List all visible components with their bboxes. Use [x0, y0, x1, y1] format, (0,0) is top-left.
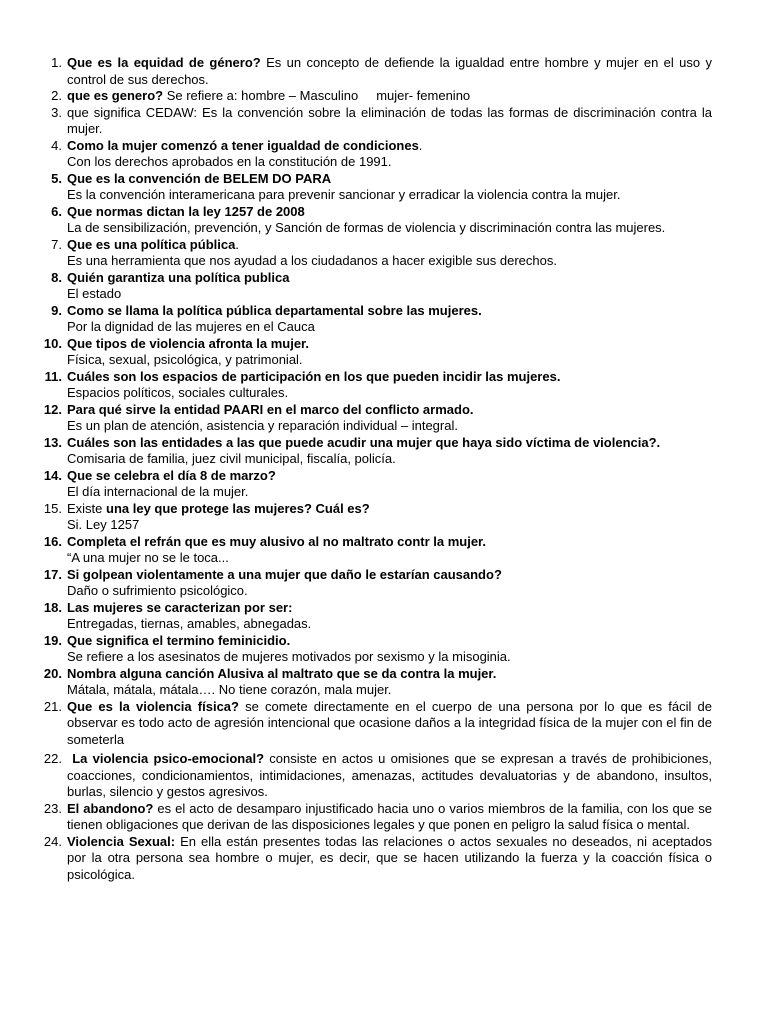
answer: Es la convención interamericana para prevenir sancionar y erradicar la violencia contra la mujer. — [67, 187, 621, 202]
question-tail: . — [235, 236, 239, 252]
item-number: 5. — [51, 170, 62, 186]
list-item — [38, 801, 712, 834]
question: Que es la equidad de género? — [67, 55, 261, 70]
item-number: 17. — [43, 566, 62, 582]
list-item — [38, 751, 712, 801]
question: Quién garantiza una política publica — [67, 269, 290, 285]
question: Como la mujer comenzó a tener igualdad de condiciones — [67, 137, 419, 153]
question: Para qué sirve la entidad PAARI en el marco del conflicto armado. — [67, 401, 474, 417]
list-item — [38, 834, 712, 884]
list-item — [38, 501, 712, 534]
question: Las mujeres se caracterizan por ser: — [67, 599, 293, 615]
question: Como se llama la política pública departamental sobre las mujeres. — [67, 302, 482, 318]
question: Nombra alguna canción Alusiva al maltrato que se da contra la mujer. — [67, 665, 497, 681]
answer: Espacios políticos, sociales culturales. — [67, 385, 289, 400]
list-item — [38, 171, 712, 204]
item-number: 7. — [51, 236, 62, 252]
answer: Con los derechos aprobados en la constitución de 1991. — [67, 154, 392, 169]
list-item — [38, 402, 712, 435]
answer: Si. Ley 1257 — [67, 517, 140, 532]
item-number: 20. — [43, 665, 62, 681]
question-list — [38, 55, 712, 883]
list-item — [38, 105, 712, 138]
question-text: que significa CEDAW: Es la convención sobre la eliminación de todas las formas de discriminación contra la mujer. — [67, 104, 712, 136]
question: Que se celebra el día 8 de marzo? — [67, 467, 276, 483]
question: Cuáles son las entidades a las que puede acudir una mujer que haya sido víctima de violencia?. — [67, 434, 661, 450]
item-number: 21. — [43, 698, 62, 714]
answer: Física, sexual, psicológica, y patrimonial. — [67, 352, 303, 367]
question: Si golpean violentamente a una mujer que daño le estarían causando? — [67, 566, 502, 582]
question-prefix: Existe — [67, 500, 107, 516]
answer: Se refiere a: hombre – Masculino mujer- femenino — [163, 88, 471, 103]
item-number: 16. — [43, 533, 62, 549]
list-item — [38, 468, 712, 501]
item-number: 9. — [51, 302, 62, 318]
answer: es el acto de desamparo injustificado hacia uno o varios miembros de la familia, con los que se tienen obligaciones que derivan de las disposiciones legales y que ponen en peligro la salud física o mental. — [67, 800, 712, 832]
answer: Mátala, mátala, mátala…. No tiene corazón, mala mujer. — [67, 682, 392, 697]
list-item — [38, 237, 712, 270]
item-number: 3. — [51, 104, 62, 120]
list-item — [38, 270, 712, 303]
item-number: 14. — [43, 467, 62, 483]
list-item — [38, 435, 712, 468]
answer: consiste en actos u omisiones que se expresan a través de prohibiciones, coacciones, condicionamientos, intimidaciones, amenazas, actitudes devaluatorias y de abandono, insultos, burlas, silencio y gestos agresivos. — [67, 751, 712, 799]
question: una ley que protege las mujeres? Cuál es? — [106, 500, 370, 516]
list-item — [38, 666, 712, 699]
item-number: 22. — [43, 751, 62, 766]
answer: Es un plan de atención, asistencia y reparación individual – integral. — [67, 418, 458, 433]
answer: Se refiere a los asesinatos de mujeres motivados por sexismo y la misoginia. — [67, 649, 511, 664]
item-number: 11. — [44, 368, 62, 384]
item-number: 23. — [43, 800, 62, 816]
item-number: 12. — [43, 401, 62, 417]
list-item — [38, 336, 712, 369]
list-item — [38, 303, 712, 336]
item-number: 24. — [43, 833, 62, 849]
answer: El estado — [67, 286, 122, 301]
question: Completa el refrán que es muy alusivo al no maltrato contr la mujer. — [67, 533, 487, 549]
question: La violencia psico-emocional? — [67, 751, 265, 766]
item-number: 18. — [43, 599, 62, 615]
list-item — [38, 600, 712, 633]
question: Que normas dictan la ley 1257 de 2008 — [67, 203, 305, 219]
question: Cuáles son los espacios de participación en los que pueden incidir las mujeres. — [67, 368, 561, 384]
question: Que es una política pública — [67, 236, 236, 252]
answer: se comete directamente en el cuerpo de una persona por lo que es fácil de observar es todo acto de agresión intencional que ocasione daños a la integridad física de la mujer con el fin de someterla — [67, 698, 712, 747]
answer: Por la dignidad de las mujeres en el Cauca — [67, 319, 315, 334]
question: El abandono? — [67, 800, 154, 816]
item-number: 13. — [43, 434, 62, 450]
item-number: 6. — [51, 203, 62, 219]
list-item — [38, 138, 712, 171]
list-item — [38, 699, 712, 749]
item-number: 19. — [43, 632, 62, 648]
question: Que tipos de violencia afronta la mujer. — [67, 335, 310, 351]
question-tail: . — [418, 137, 423, 153]
list-item — [38, 88, 712, 105]
answer: Comisaria de familia, juez civil municipal, fiscalía, policía. — [67, 451, 396, 466]
answer: En ella están presentes todas las relaciones o actos sexuales no deseados, ni aceptados por la otra persona sea hombre o mujer, es decir, que se hacen utilizando la fuerza y la coacción física o psicológica. — [67, 833, 712, 882]
question: que es genero? — [67, 88, 164, 103]
list-item — [38, 204, 712, 237]
item-number: 1. — [51, 55, 62, 70]
answer: Entregadas, tiernas, amables, abnegadas. — [67, 616, 312, 631]
item-number: 10. — [43, 335, 62, 351]
list-item — [38, 567, 712, 600]
item-number: 2. — [51, 88, 62, 103]
answer: Es un concepto de defiende la igualdad entre hombre y mujer en el uso y control de sus derechos. — [67, 55, 713, 87]
question: Que significa el termino feminicidio. — [67, 632, 291, 648]
list-item — [38, 534, 712, 567]
answer: La de sensibilización, prevención, y Sanción de formas de violencia y discriminación contra las mujeres. — [67, 220, 666, 235]
item-number: 4. — [51, 137, 62, 153]
list-item — [38, 633, 712, 666]
answer: Es una herramienta que nos ayudad a los ciudadanos a hacer exigible sus derechos. — [67, 253, 557, 268]
item-number: 8. — [51, 269, 62, 285]
answer: “A una mujer no se le toca... — [67, 550, 229, 565]
list-item — [38, 369, 712, 402]
list-item — [38, 55, 712, 88]
item-number: 15. — [43, 500, 62, 516]
question: Violencia Sexual: — [67, 833, 176, 849]
question: Que es la violencia física? — [67, 698, 239, 714]
answer: El día internacional de la mujer. — [67, 484, 249, 499]
question: Que es la convención de BELEM DO PARA — [67, 170, 332, 186]
answer: Daño o sufrimiento psicológico. — [67, 583, 248, 598]
